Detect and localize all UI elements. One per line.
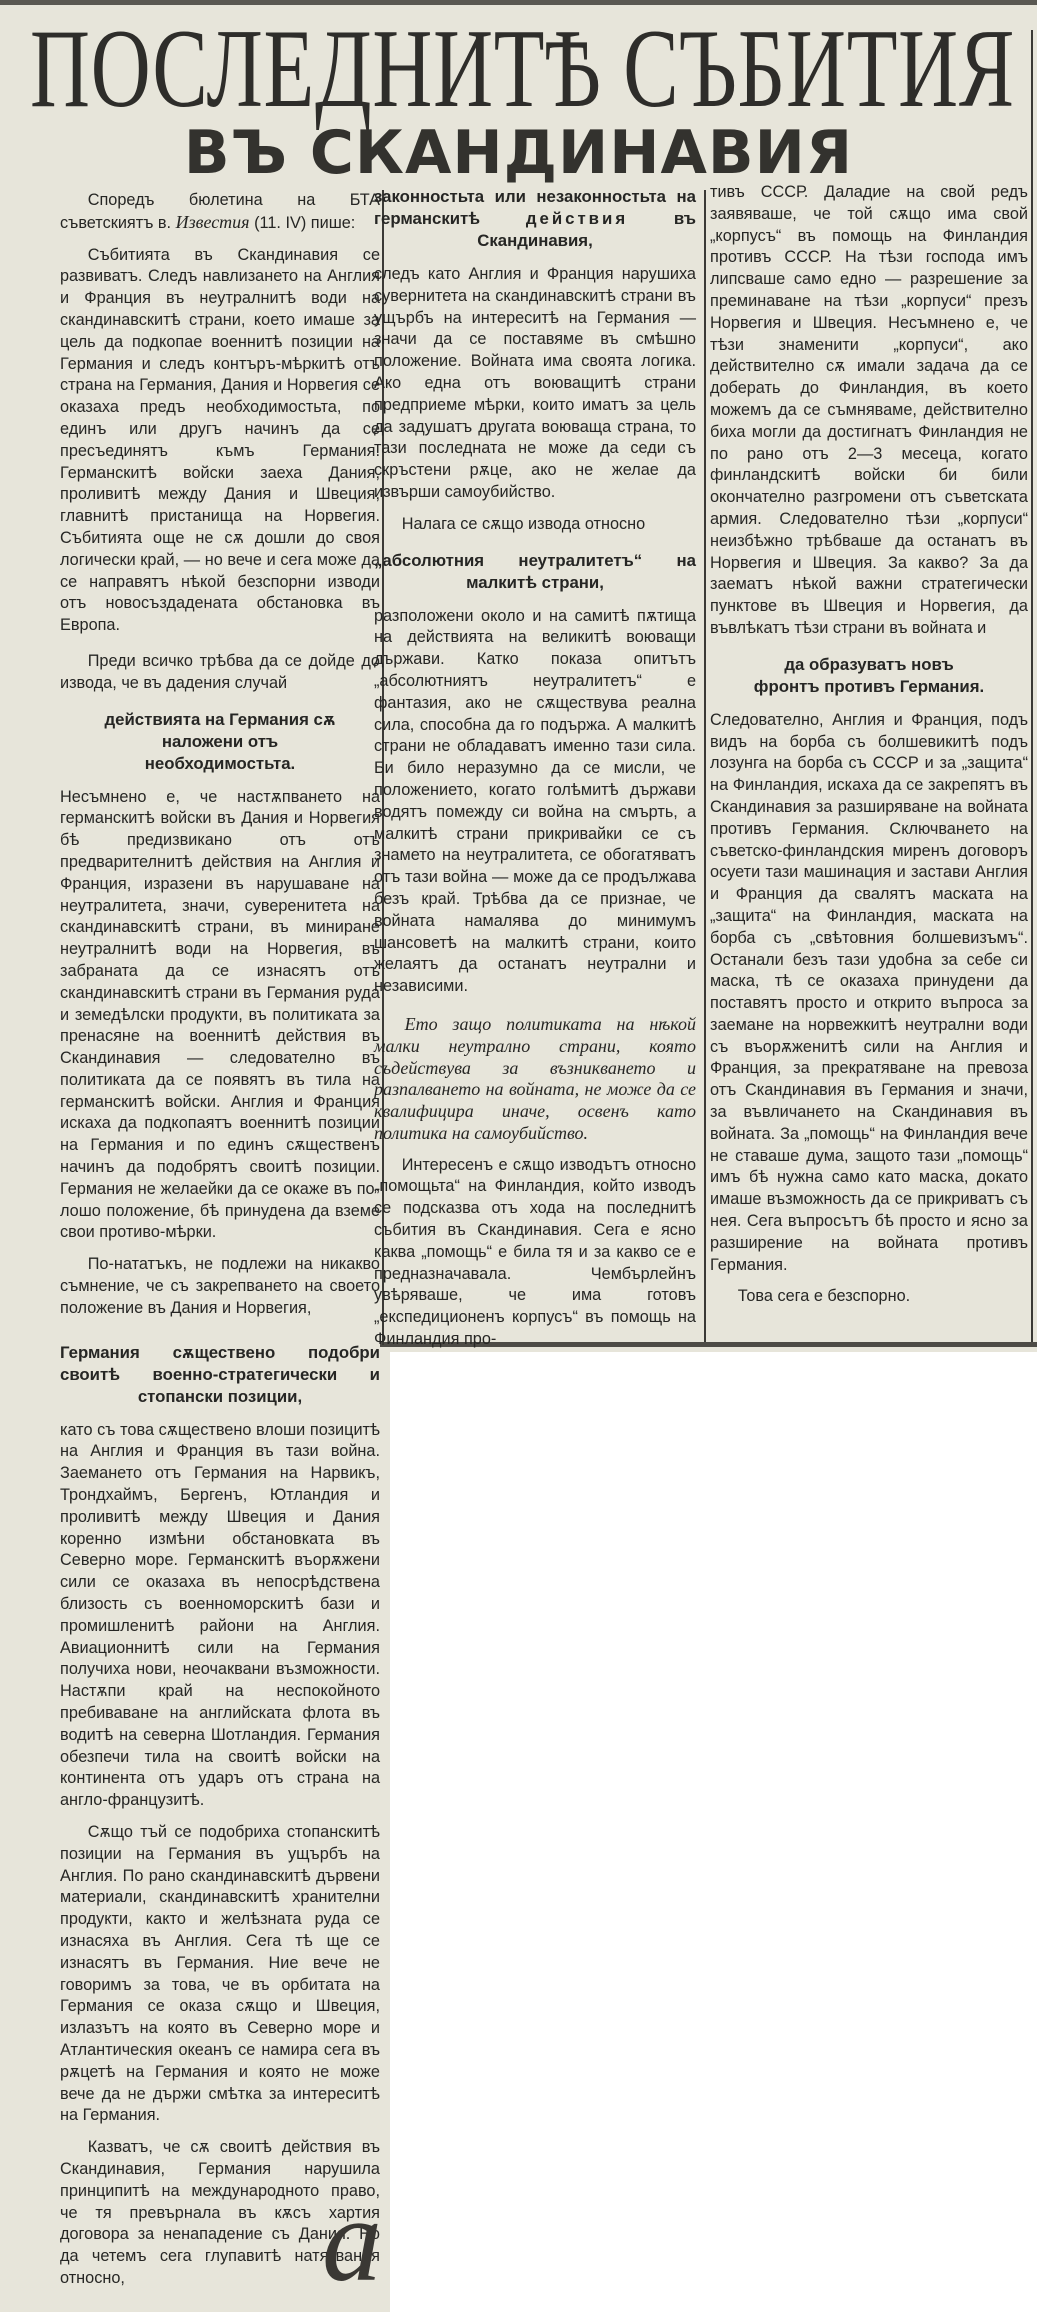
paragraph: разположени около и на самитѣ пѫтища на действията на великитѣ воюващи държави. Катко показа опитътъ „абсолютниятъ неутралитетъ“ е фантазия, ако не сѫществува реална сила, способна да го подържа. А малкитѣ страни не обладаватъ именно тази сила. Би било неразумно да се мисли, че положението, когато голѣмитѣ държави водятъ помежду си война на смърть, а малкитѣ страни прикривайки се съ знамето на неутралитета, се обогатяватъ отъ тази война — може да се продължава безъ край. Трѣбва да се признае, че войната намалява до минимумъ шансоветѣ на малкитѣ страни, които желаятъ да останатъ неутрални и независими. [374, 606, 696, 996]
headline-title: ПОСЛЕДНИТѢ СЪБИТИЯ [30, 7, 1015, 131]
subheading: действията на Германия сѫ наложени отъ необходимостьта. [104, 709, 336, 773]
headline-container [30, 7, 1020, 131]
paragraph: Събитията въ Скандинавия се развиватъ. Следъ навлизането на Англия и Франция въ неутралнитѣ води на скандинавскитѣ страни, което имаше за цель да подкопае военнитѣ позиции на Германия и следъ контъръ-мѣркитѣ отъ страна на Германия, Дания и Норвегия се оказаха предъ необходимостьта, по единъ или другъ начинъ да се пресъединятъ къмъ Германия. Германскитѣ войски заеха Дания, проливитѣ между Дания и Швеция, главнитѣ пристанища на Норвегия. Събитията още не сѫ дошли до своя логически край, — но вече и сега може да се направятъ нѣкой безспорни изводи отъ новосъздадената обстановка въ Европа. [60, 245, 380, 635]
intro-tail: (11. IV) пише: [249, 213, 356, 232]
subheading-part: законностьта или незаконностьта на германскитѣ [374, 187, 696, 228]
paragraph: тивъ СССР. Даладие на свой редъ заявяваше, че той сѫщо има свой „корпусъ“ въ помощь на Финландия противъ СССР. На тѣзи господа имъ липсваше само едно — разрешение за преминаване на тѣзи „корпуси“ презъ Норвегия и Швеция. Несъмнено е, че тѣзи знаменити „корпуси“, ако действително сѫ имали задача да се доберать до Финландия, въ което можемъ да се съмняваме, действително биха могли да достигнатъ Финландия не по рано отъ 2—3 месеца, когато финландскитѣ войски би били окончателно разгромени отъ съветската армия. Следователно тѣзи „корпуси“ неизбѣжно трѣбваше да останатъ въ Норвегия и Швеция. За какво? За да заематъ нѣкой важни стратегически пунктове въ Швеция и Норвегия, да въвлѣкатъ тѣзи страни въ войната и [710, 183, 1028, 637]
paragraph: Казватъ, че сѫ своитѣ действия въ Скандинавия, Германия нарушила принципитѣ на международното право, че тя превърнала въ кѫсъ хартия договора за ненападение съ Дания. Но да четемъ сега глупавитѣ натяквания относно, [60, 2138, 380, 2287]
subheading-part: действия [525, 209, 629, 228]
headline-subtitle: ВЪ СКАНДИНАВИЯ [183, 118, 854, 188]
paragraph: следъ като Англия и Франция нарушиха сувернитета на скандинавскитѣ страни въ ущърбъ на интереситѣ на Германия — значи да се поставяме въ смѣшно положение. Войната има своята логика. Ако една отъ воюващитѣ страни предприеме мѣрки, които иматъ за цель да задушатъ другата воюваща страна, то тази последната не може да седи съ скръстени рѫце, ако не желае да извърши самоубийство. [374, 265, 696, 501]
subheading-part: въ Скандинавия, [477, 209, 696, 250]
article-column-2 [374, 180, 696, 1361]
paragraph: Следователно, Англия и Франция, подъ видъ на борба съ болшевикитѣ подъ лозунга на борба съ СССР и за „защита“ на Финландия, искаха да се закрепятъ въ Скандинавия за разширяване на войната противъ Германия. Сключването на съветско-финландския миренъ договоръ осуети тази машинация и застави Англия и Франция да свалятъ маската на „защита“ на Финландия, маската на борба съ „свѣтовния болшевизъмъ“. Останали безъ тази удобна за себе си маска, тѣ се оказаха принудени да поставятъ просто и открито въпроса за заемане на норвежкитѣ неутрални води съ въорѫженитѣ сили на Англия и Франция, за прекратяване на превоза отъ Скандинавия въ Германия и значи, за въвличането на Скандинавия въ войната. За „помощь“ на Финландия вече не ставаше дума, защото тази „помощь“ имъ бѣ нужна само като маска, докато имаше възможность да се прикриватъ съ нея. Сега въпросътъ бѣ просто и ясно за разширение на войната противъ Германия. [710, 710, 1028, 1274]
paragraph: Сѫщо тъй се подобриха стопанскитѣ позиции на Германия въ ущърбъ на Англия. По рано скандинавскитѣ дървени материали, скандинавскитѣ хранителни продукти, както и желѣзната руда се изнасяха въ Англия. Сега тѣ ще се изнасятъ въ Германия. Ние вече не говоримъ за това, че въ орбитата на Германия се оказа сѫщо и Швеция, излазътъ на която въ Северно море и Атлантическия океанъ се намира сега въ рѫцетѣ на Германия и която не може вече да не държи смѣтка за интереситѣ на Германия. [60, 1823, 380, 2125]
subheading: Германия сѫществено подобри своитѣ военно-стратегически и стопански позиции, [60, 1342, 380, 1406]
top-rule [0, 0, 1037, 5]
subheading: да образуватъ новъ фронтъ противъ Германия. [753, 654, 985, 696]
paragraph: Несъмнено е, че настѫпването на германскитѣ войски въ Дания и Норвегия бѣ предизвикано отъ отъ предварителнитѣ действия на Англия и Франция, изразени въ нарушаване на неутралитета, значи, суверенитета на скандинавскитѣ страни, въ миниране неутралнитѣ води на Норвегия, въ забраната да се изнасятъ отъ скандинавскитѣ страни въ Германия руда и земедѣлски продукти, въ политиката за пренасяне на военнитѣ действия въ Скандинавия — следователно въ политиката да се появятъ въ тила на германскитѣ войски. Англия и Франция искаха да подкопаятъ военнитѣ позиции на Германия и по единъ сѫщественъ начинъ да подобрятъ своитѣ позиции. Германия не желаейки да се окаже въ по-лошо положение, бѣ принудена да вземе свои противо-мѣрки. [60, 787, 380, 1242]
paragraph: Преди всичко трѣбва да се дойде до извода, че въ дадения случай [60, 651, 380, 692]
italic-paragraph: Ето защо политиката на нѣкой малки неутрално страни, която съдействува за възникването и разпалването на войната, не може да се квалифицира иначе, освенъ като политика на самоубийство. [374, 1013, 696, 1143]
right-border [1031, 30, 1033, 1342]
column-divider [704, 190, 706, 1342]
intro-paragraph [60, 190, 380, 235]
paragraph: По-нататъкъ, не подлежи на никакво съмнение, че съ закрепването на своето положение въ Дания и Норвегия, [60, 1255, 380, 1317]
subheading: „абсолютния неутралитетъ“ на малкитѣ страни, [374, 550, 696, 592]
paragraph: Налага се сѫщо извода относно [401, 514, 646, 533]
intro-lead: Споредъ бюлетина на БТА съветскиятъ в. [60, 191, 380, 232]
subheading [374, 186, 696, 252]
cut-off-lettering-fragment: а [322, 2173, 382, 2306]
article-column-1 [60, 190, 382, 2306]
source-newspaper: Известия [175, 211, 250, 232]
paragraph: Интересенъ е сѫщо изводътъ относно „помощьта“ на Финландия, който изводъ се подсказва отъ хода на последнитѣ събития въ Скандинавия. Сега е ясно каква „помощь“ е била тя и за какво се е предназначавала. Чембърлейнъ увѣряваше, че има готовъ „експедиционенъ корпусъ“ въ помощь на Финландия про- [374, 1155, 696, 1349]
article-column-3 [710, 182, 1028, 1318]
paragraph: като съ това сѫществено влоши позицитѣ на Англия и Франция въ тази война. Заемането отъ Германия на Нарвикъ, Трондхаймъ, Бергенъ, Ютландия и проливитѣ между Швеция и Дания коренно измѣни обстановката въ Северно море. Германскитѣ въорѫжени сили се оказаха въ непосрѣдствена близость съ военноморскитѣ бази и промишленитѣ райони на Англия. Авиационнитѣ сили на Германия получиха нови, неочаквани възможности. Настѫпи край на неспокойното пребиваване на английската флота въ водитѣ на северна Шотландия. Германия обезпечи тила на своитѣ войски на континента отъ ударъ отъ страна на англо-французитѣ. [60, 1420, 380, 1810]
paragraph: Това сега е безспорно. [737, 1287, 911, 1306]
